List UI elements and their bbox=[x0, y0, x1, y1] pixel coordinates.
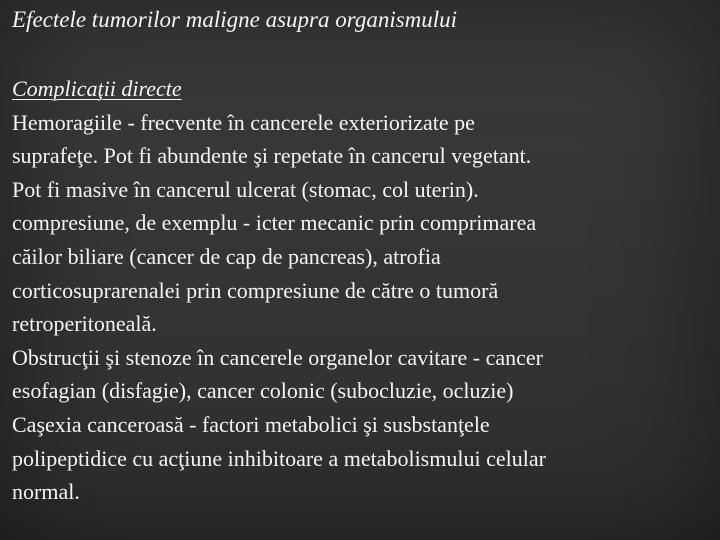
text-line: compresiune, de exemplu - icter mecanic prin comprimarea bbox=[12, 210, 537, 236]
slide-content bbox=[12, 72, 712, 509]
text-line: suprafeţe. Pot fi abundente şi repetate în cancerul vegetant. bbox=[12, 143, 532, 169]
text-line: esofagian (disfagie), cancer colonic (subocluzie, ocluzie) bbox=[12, 378, 514, 404]
text-line: normal. bbox=[12, 479, 80, 505]
text-line: Caşexia canceroasă - factori metabolici şi susbstanţele bbox=[12, 411, 490, 437]
text-line: retroperitoneală. bbox=[12, 311, 157, 337]
text-line: corticosuprarenalei prin compresiune de către o tumoră bbox=[12, 277, 499, 303]
subheading: Complicaţii directe bbox=[12, 76, 182, 101]
text-line: Hemoragiile - frecvente în cancerele exteriorizate pe bbox=[12, 109, 475, 135]
text-line: Pot fi masive în cancerul ulcerat (stomac, col uterin). bbox=[12, 176, 479, 202]
text-line: căilor biliare (cancer de cap de pancreas), atrofia bbox=[12, 243, 441, 269]
text-line: polipeptidice cu acţiune inhibitoare a metabolismului celular bbox=[12, 445, 546, 471]
text-line: Obstrucţii şi stenoze în cancerele organelor cavitare - cancer bbox=[12, 344, 543, 370]
slide-title: Efectele tumorilor maligne asupra organismului bbox=[12, 7, 458, 32]
